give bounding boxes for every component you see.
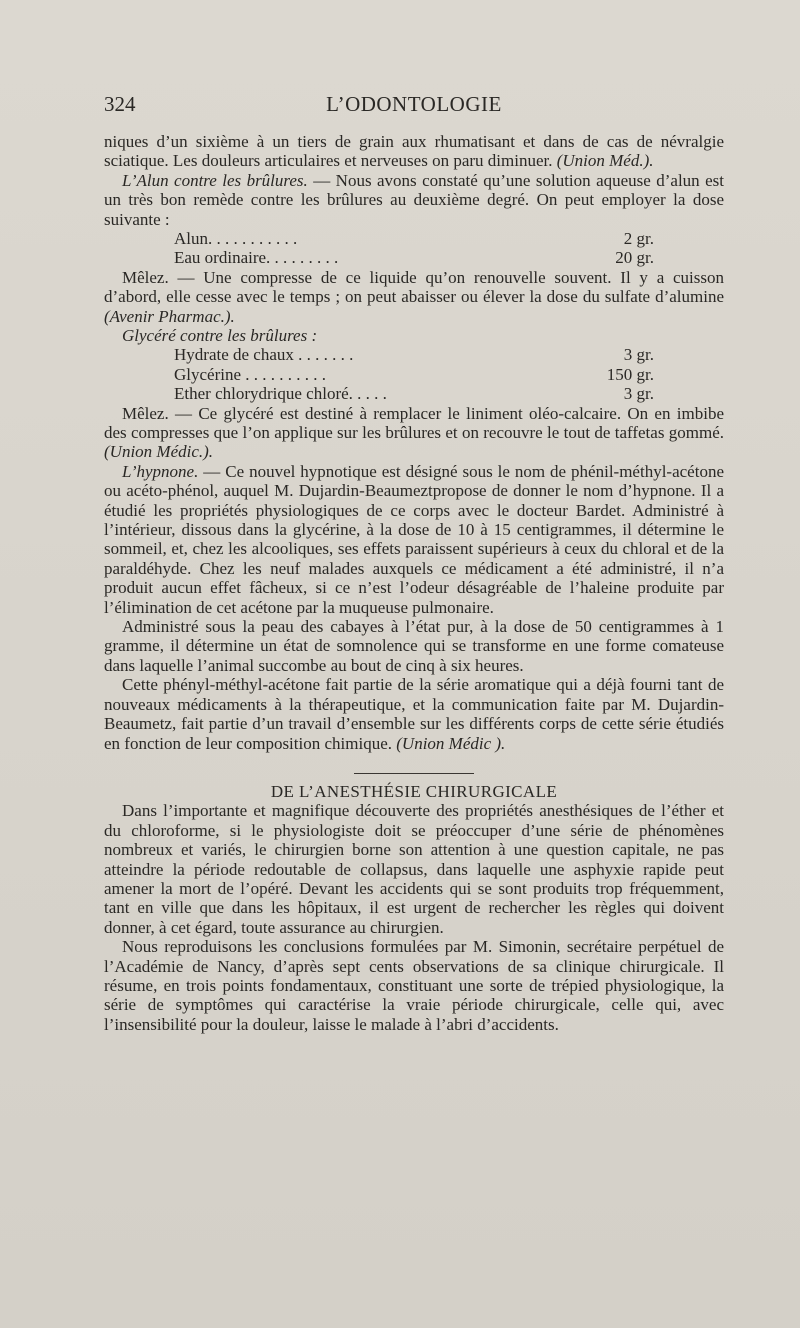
paragraph-simonin: Nous reproduisons les conclusions formulées par M. Simonin, secrétaire perpétuel de l’Académie de Nancy, d’après sept cents observations de sa clinique chirurgicale. Il résume, en trois points fondamentaux, constituant une sorte de trépied physiologique, la série de symptômes qui caractérise la vraie période chirurgicale, celle qui, avec l’insensibilité pour la douleur, laisse le malade à l’abri d’accidents. [104,937,724,1034]
paragraph-alun [104,171,724,229]
source-citation: (Union Médic.). [104,442,214,462]
subheading-hypnone: L’hypnone. [122,461,199,481]
recipe-row [174,229,654,248]
ingredient-name: Glycérine . . . . . . . . . . [174,364,327,384]
recipe-row [174,384,654,403]
paragraph-melez-glycere [104,404,724,462]
ingredient-name: Alun. . . . . . . . . . . [174,229,298,249]
subheading-alun: L’Alun contre les brûlures. [122,170,308,190]
ingredient-quantity: 150 gr. [606,364,654,384]
recipe-row [174,345,654,364]
paragraph-text: — Ce nouvel hypnotique est désigné sous le nom de phénil-méthyl-acétone ou acéto-phénol, auquel M. Dujardin-Beaumeztpropose de donner le nom d’hypnone. Il a étudié les propriétés physiologiques de ce corps avec le docteur Bardet. Administré à l’intérieur, dissous dans la glycérine, à la dose de 10 à 15 centigrammes, il détermine le sommeil, et, chez les alcooliques, ses effets paraissent supérieurs à ceux du chloral et de la paraldéhyde. Chez les neuf malades auxquels ce médicament a été administré, il n’a produit aucun effet fâcheux, si ce n’est l’odeur désagréable de l’haleine produite par l’élimination de cet acétone par la muqueuse pulmonaire. [104,461,724,617]
section-title: DE L’ANESTHÉSIE CHIRURGICALE [270,781,558,801]
article-body [104,132,724,1034]
ingredient-quantity: 3 gr. [623,345,654,365]
section-divider [354,773,474,774]
recipe-glycere [174,345,654,403]
ingredient-quantity: 3 gr. [623,384,654,404]
ingredient-name: Ether chlorydrique chloré. . . . . [174,384,387,404]
paragraph-text: Cette phényl-méthyl-acétone fait partie de la série aromatique qui a déjà fourni tant de nouveaux médicaments à la thérapeutique, et la communication faite par M. Dujardin-Beaumetz, fait partie d’un travail d’ensemble sur les différents corps de cette série étudiés en fonction de leur composition chimique. [104,675,724,753]
paragraph-text: — Nous avons constaté qu’une solution aqueuse d’alun est un très bon remède contre les brûlures au deuxième degré. On peut employer la dose suivante : [104,170,725,229]
subheading-glycere: Glycéré contre les brûlures : [122,326,318,346]
page-number: 324 [104,92,136,116]
paragraph-text: Mêlez. — Une compresse de ce liquide qu’on renouvelle souvent. Il y a cuisson d’abord, elle cesse avec le temps ; on peut abaisser ou élever la dose du sulfate d’alumine [104,267,724,307]
paragraph-text: niques d’un sixième à un tiers de grain aux rhumatisant et dans de cas de névralgie sciatique. Les douleurs articulaires et nerveuses on paru diminuer. [104,132,724,171]
paragraph-hypnone [104,462,724,617]
ingredient-quantity: 20 gr. [615,248,654,268]
source-citation: (Avenir Pharmac.). [104,306,235,326]
paragraph-melez-alun [104,268,724,326]
ingredient-quantity: 2 gr. [623,229,654,249]
running-head: L’ODONTOLOGIE [326,92,502,116]
page-header [104,92,724,122]
source-citation: (Union Médic ). [396,733,506,753]
recipe-row [174,365,654,384]
paragraph-phenyl [104,675,724,753]
recipe-alun [174,229,654,268]
paragraph-cabayes: Administré sous la peau des cabayes à l’état pur, à la dose de 50 centigrammes à 1 gramme, il détermine un état de somnolence qui se transforme en une forme comateuse dans laquelle l’animal succombe au bout de cinq à six heures. [104,617,724,675]
paragraph-rhumatisme [104,132,724,171]
ingredient-name: Eau ordinaire. . . . . . . . . [174,248,339,268]
paragraph-text: Mêlez. — Ce glycéré est destiné à remplacer le liniment oléo-calcaire. On en imbibe des compresses que l’on applique sur les brûlures et on recouvre le tout de taffetas gommé. [104,403,724,443]
recipe-row [174,248,654,267]
paragraph-anesthesie: Dans l’importante et magnifique découverte des propriétés anesthésiques de l’éther et du chloroforme, si le physiologiste doit se préoccuper d’une série de phénomènes nombreux et variés, le chirurgien borne son attention à une question capitale, ne pas atteindre la période redoutable de collapsus, dans laquelle une asphyxie rapide peut amener la mort de l’opéré. Devant les accidents qui se sont produits trop fréquemment, tant en ville que dans les hôpitaux, il est urgent de rechercher les règles qui doivent donner, à cet égard, toute assurance au chirurgien. [104,801,724,937]
ingredient-name: Hydrate de chaux . . . . . . . [174,345,354,365]
source-citation: (Union Méd.). [556,151,654,171]
